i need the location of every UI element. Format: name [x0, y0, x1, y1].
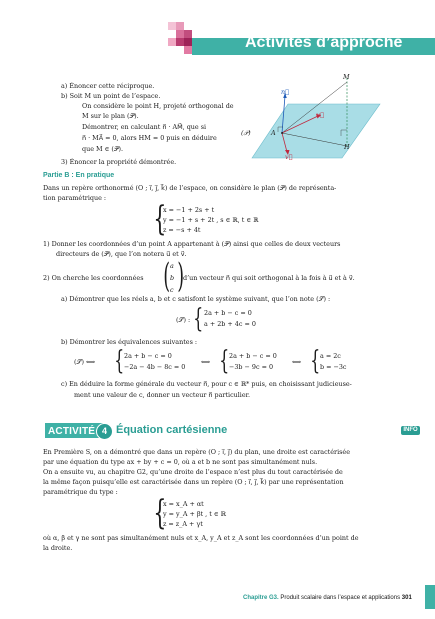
decor-square	[176, 30, 184, 38]
part-a-text: M sur le plan (𝒫).	[82, 112, 139, 120]
activity-title: Équation cartésienne	[116, 424, 228, 436]
part-a-text: que M ∈ (𝒫).	[82, 145, 123, 153]
paren-left: (	[163, 256, 170, 296]
decor-square	[184, 30, 192, 38]
system-line: −3b − 9c = 0	[229, 363, 274, 371]
paren-right: )	[177, 256, 184, 296]
label-h: H	[344, 143, 350, 151]
activity-text: En Première S, on a démontré que dans un repère (O ; i⃗, j⃗) du plan, une droite est caractérisée	[43, 448, 350, 456]
activity-text: par une équation du type ax + by + c = 0, où a et b ne sont pas simultanément nuls.	[43, 458, 318, 466]
system-line: z = −s + 4t	[163, 226, 201, 234]
vector-coordinate: c	[170, 286, 174, 294]
brace: {	[114, 346, 125, 376]
brace: {	[153, 493, 167, 533]
brace: {	[153, 199, 167, 239]
question-2: d’un vecteur n⃗ qui soit orthogonal à la fois à u⃗ et à v⃗.	[183, 274, 355, 282]
page-tab	[425, 585, 435, 609]
system-line: x = x_A + αt	[163, 500, 204, 508]
vector-coordinate: a	[170, 262, 174, 270]
activity-text: la même façon puisqu’elle est caractérisée dans un repère (O ; i⃗, j⃗, k⃗) par une représentation	[43, 478, 344, 486]
part-a-item-a: a) Énoncer cette réciproque.	[61, 82, 155, 90]
footer-chapter: Chapitre G3.	[243, 595, 279, 601]
system-line: −2a − 4b − 8c = 0	[124, 363, 186, 371]
activity-text: où α, β et γ ne sont pas simultanément nuls et x_A, y_A et z_A sont les coordonnées d’un point de	[43, 534, 359, 542]
label-u: u⃗	[316, 111, 324, 119]
brace: {	[193, 304, 204, 334]
point-a	[281, 132, 283, 134]
brace: {	[219, 346, 230, 376]
question-2: 2) On cherche les coordonnées	[43, 274, 144, 282]
label-n: n⃗	[281, 88, 289, 96]
part-b-title: Partie B : En pratique	[43, 172, 115, 179]
page-number: 301	[401, 595, 412, 601]
page-footer	[243, 595, 412, 601]
part-b-intro: tion paramétrique :	[43, 194, 107, 202]
decor-square	[176, 22, 184, 30]
system-line: a + 2b + 4c = 0	[204, 320, 256, 328]
part-a-question-3: 3) Énoncer la propriété démontrée.	[61, 158, 177, 166]
question-2a: a) Démontrer que les réels a, b et c satisfont le système suivant, que l’on note (𝒮) :	[61, 295, 331, 303]
activity-text: paramétrique du type :	[43, 488, 118, 496]
system-line: z = z_A + γt	[163, 520, 203, 528]
label-plane: (𝒫)	[241, 129, 251, 137]
system-line: b = −3c	[320, 363, 347, 371]
decor-square	[176, 38, 184, 46]
plane-figure	[230, 70, 390, 165]
question-2b: b) Démontrer les équivalences suivantes :	[61, 338, 198, 346]
footer-text: Produit scalaire dans l’espace et applications	[280, 595, 401, 601]
activity-text: On a ensuite vu, au chapitre G2, qu’une droite de l’espace n’est plus du tout caractérisée de	[43, 468, 343, 476]
decor-square	[168, 38, 176, 46]
system-line: 2a + b − c = 0	[124, 352, 172, 360]
system-line: 2a + b − c = 0	[204, 309, 252, 317]
brace: {	[310, 346, 321, 376]
label-v: v⃗	[285, 153, 293, 161]
system-line: x = −1 + 2s + t	[163, 206, 215, 214]
activity-label: ACTIVITÉ	[48, 426, 96, 437]
label-m: M	[343, 73, 350, 81]
part-a-text: n⃗ · MA⃗ = 0, alors HM = 0 puis en déduire	[82, 134, 217, 142]
vector-coordinate: b	[170, 274, 175, 282]
system-line: a = 2c	[320, 352, 341, 360]
part-a-item-b: b) Soit M un point de l’espace.	[61, 92, 161, 100]
label-a: A	[271, 129, 276, 137]
question-1: 1) Donner les coordonnées d’un point A appartenant à (𝒫) ainsi que celles de deux vecteurs	[43, 240, 341, 248]
question-2c: ment une valeur de c, donner un vecteur n⃗ particulier.	[74, 391, 251, 399]
question-1: directeurs de (𝒫), que l’on notera u⃗ et v⃗.	[56, 250, 187, 258]
system-line: y = −1 + s + 2t , s ∈ ℝ, t ∈ ℝ	[163, 216, 259, 224]
activity-number: 4	[96, 423, 113, 440]
equivalence-arrow: ⟺	[292, 358, 302, 366]
decor-square	[168, 22, 176, 30]
decor-square	[184, 38, 192, 46]
equivalence-arrow: ⟺	[201, 358, 211, 366]
part-b-intro: Dans un repère orthonormé (O ; i⃗, j⃗, k⃗) de l’espace, on considère le plan (𝒫) de représenta-	[43, 184, 337, 192]
info-badge[interactable]: INFO	[401, 426, 420, 435]
system-line: y = y_A + βt , t ∈ ℝ	[163, 510, 226, 518]
activity-text: la droite.	[43, 544, 73, 552]
decor-square	[184, 46, 192, 54]
part-a-text: Démontrer, en calculant n⃗ · AM⃗, que si	[82, 123, 207, 131]
system-line: 2a + b − c = 0	[229, 352, 277, 360]
question-2c: c) En déduire la forme générale du vecteur n⃗, pour c ∈ ℝ* puis, en choisissant judicieuse-	[61, 380, 352, 388]
system-label: (𝒮) :	[176, 316, 191, 324]
part-a-text: On considère le point H, projeté orthogonal de	[82, 102, 234, 110]
page-title: Activités d’approche	[245, 34, 403, 51]
page-header	[0, 0, 435, 55]
equivalence-label: (𝒮) ⟺	[74, 358, 96, 366]
